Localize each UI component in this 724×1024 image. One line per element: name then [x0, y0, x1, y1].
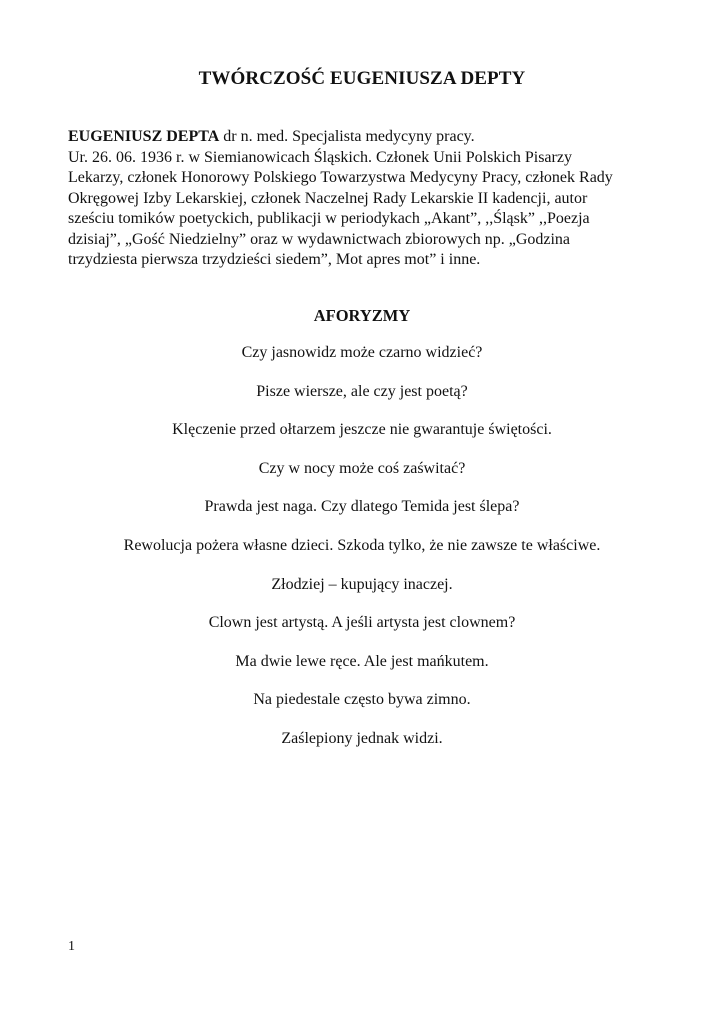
bio-line: Ur. 26. 06. 1936 r. w Siemianowicach Śląskich. Członek Unii Polskich Pisarzy — [68, 148, 572, 166]
aphorism: Clown jest artystą. A jeśli artysta jest clownem? — [208, 614, 516, 632]
bio-line: sześciu tomików poetyckich, publikacji w periodykach „Akant”, ,,Śląsk” ,,Poezja — [68, 210, 590, 227]
bio-line — [68, 127, 668, 148]
section-title-aphorisms: AFORYZMY — [313, 306, 411, 325]
author-name: EUGENIUSZ DEPTA — [68, 128, 220, 145]
page-number: 1 — [68, 939, 75, 954]
author-bio — [68, 127, 668, 271]
aphorism: Prawda jest naga. Czy dlatego Temida jest ślepa? — [204, 498, 520, 516]
aphorism: Klęczenie przed ołtarzem jeszcze nie gwarantuje świętości. — [172, 421, 552, 439]
aphorism: Rewolucja pożera własne dzieci. Szkoda tylko, że nie zawsze te właściwe. — [123, 536, 601, 554]
aphorism: Pisze wiersze, ale czy jest poetą? — [256, 382, 468, 400]
aphorism: Ma dwie lewe ręce. Ale jest mańkutem. — [235, 652, 489, 670]
aphorism-list — [0, 343, 724, 768]
aphorism: Na piedestale często bywa zimno. — [253, 691, 471, 709]
bio-intro: dr n. med. Specjalista medycyny pracy. — [219, 128, 475, 145]
aphorism: Złodziej – kupujący inaczej. — [271, 575, 453, 593]
aphorism: Zaślepiony jednak widzi. — [281, 729, 443, 747]
bio-line: dzisiaj”, „Gość Niedzielny” oraz w wydawnictwach zbiorowych np. „Godzina — [68, 230, 571, 248]
bio-line: Lekarzy, członek Honorowy Polskiego Towarzystwa Medycyny Pracy, członek Rady — [68, 169, 613, 186]
document-title: TWÓRCZOŚĆ EUGENIUSZA DEPTY — [198, 68, 526, 89]
aphorism: Czy w nocy może coś zaświtać? — [258, 459, 466, 477]
aphorism: Czy jasnowidz może czarno widzieć? — [241, 344, 483, 361]
bio-line: Okręgowej Izby Lekarskiej, członek Naczelnej Rady Lekarskie II kadencji, autor — [68, 189, 588, 207]
bio-line: trzydziesta pierwsza trzydzieści siedem”, Mot apres mot” i inne. — [68, 251, 481, 268]
